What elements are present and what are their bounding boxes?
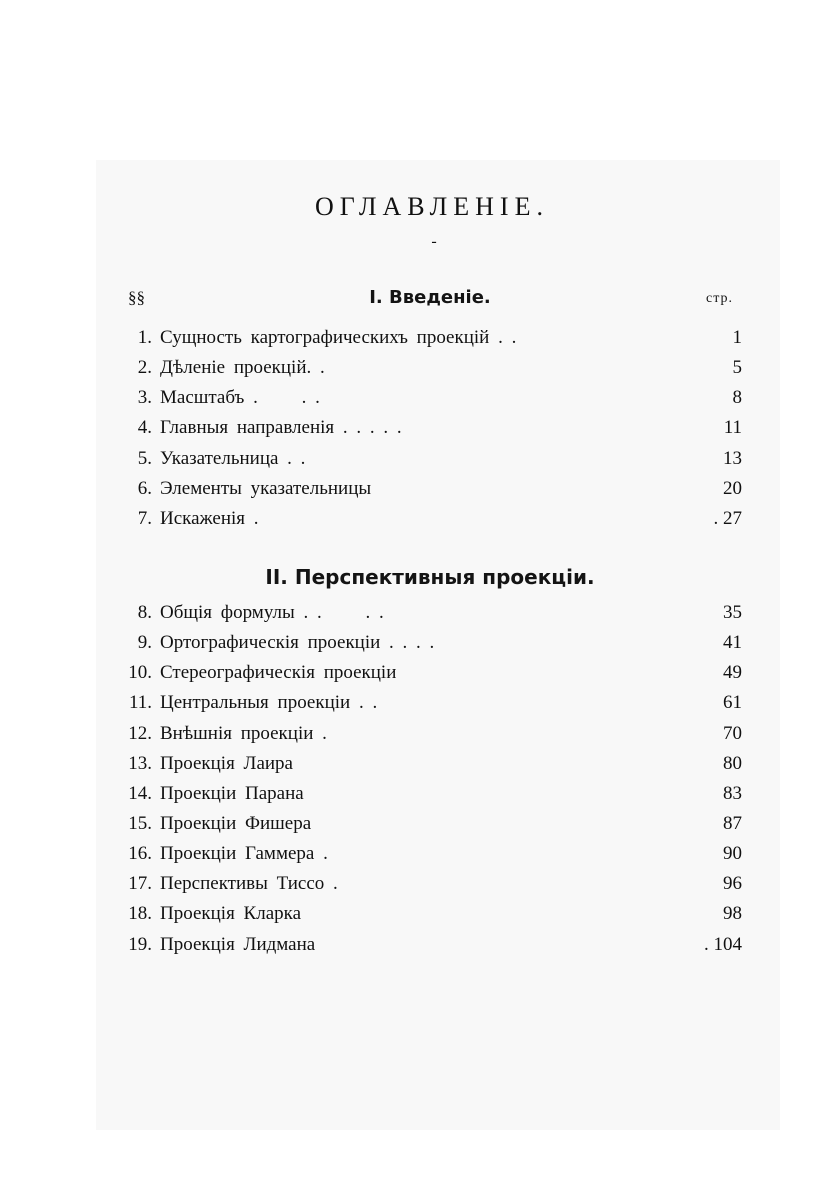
- toc-entry: [0, 899, 840, 929]
- entry-number: 14.: [128, 782, 152, 804]
- entry-title: Указательница . .: [160, 447, 306, 469]
- toc-entry: [0, 930, 840, 960]
- entry-number: 4.: [137, 417, 152, 439]
- entry-number: 7.: [137, 507, 152, 529]
- toc-entry: [0, 869, 840, 899]
- entry-page: 35: [723, 602, 742, 623]
- entry-page: 41: [723, 632, 742, 654]
- page-title: ОГЛАВЛЕНІЕ.: [315, 192, 549, 221]
- entry-number: 6.: [137, 477, 152, 499]
- toc-entry: [0, 809, 840, 839]
- entry-number: 15.: [128, 812, 152, 834]
- toc-entry: [0, 353, 840, 383]
- entry-number: 16.: [128, 843, 152, 865]
- entry-title: Центральныя проекціи . .: [160, 692, 378, 714]
- entry-title: Дѣленіе проекцій. .: [160, 357, 325, 379]
- toc-entry: [0, 688, 840, 718]
- entry-number: 17.: [128, 873, 152, 895]
- entry-number: 18.: [128, 903, 152, 925]
- entry-number: 2.: [137, 357, 152, 379]
- entry-title: Общія формулы . . . .: [160, 602, 384, 623]
- section-mark: §§: [128, 288, 145, 307]
- title-rule: -: [431, 233, 437, 250]
- entry-title: Сущность картографическихъ проекцій . .: [160, 327, 517, 348]
- entry-title: Проекція Лаира: [160, 752, 293, 774]
- toc-entry: [0, 383, 840, 413]
- entry-title: Проекціи Фишера: [160, 812, 312, 834]
- entry-number: 11.: [128, 692, 152, 714]
- entry-page: 87: [723, 812, 742, 834]
- entry-page: 80: [723, 752, 742, 774]
- entry-title: Масштабъ . . .: [160, 387, 320, 409]
- entry-number: 9.: [137, 632, 152, 654]
- entry-number: 13.: [128, 752, 152, 774]
- toc-list-section-1: [0, 323, 840, 534]
- entry-number: 12.: [128, 722, 152, 744]
- entry-page: 96: [723, 873, 742, 895]
- entry-title: Проекція Кларка: [160, 903, 302, 925]
- toc-entry: [0, 474, 840, 504]
- entry-title: Элементы указательницы: [160, 477, 372, 499]
- entry-page: 61: [723, 692, 742, 714]
- entry-title: Ортографическія проекціи . . . .: [160, 632, 435, 654]
- toc-entry: [0, 504, 840, 534]
- entry-page: 83: [723, 782, 742, 804]
- toc-entry: [0, 749, 840, 779]
- entry-title: Искаженія .: [160, 507, 259, 529]
- entry-title: Проекціи Парана: [160, 782, 304, 804]
- toc-entry: [0, 628, 840, 658]
- entry-page: 98: [723, 903, 742, 925]
- toc-entry: [0, 779, 840, 809]
- entry-page: 20: [723, 477, 742, 499]
- page-column-label: стр.: [706, 291, 734, 306]
- toc-entry: [0, 323, 840, 353]
- toc-entry: [0, 413, 840, 443]
- toc-list-section-2: [0, 598, 840, 960]
- toc-entry: [0, 658, 840, 688]
- entry-page: 5: [732, 357, 742, 379]
- entry-number: 5.: [137, 447, 152, 469]
- entry-number: 8.: [137, 602, 152, 623]
- entry-page: 11: [723, 417, 742, 439]
- entry-title: Главныя направленія . . . . .: [160, 417, 402, 439]
- toc-entry: [0, 598, 840, 628]
- section-heading-2: II. Перспективныя проекціи.: [265, 565, 595, 589]
- entry-page: . 27: [713, 507, 742, 529]
- entry-title: Проекціи Гаммера .: [160, 843, 328, 865]
- toc-entry: [0, 839, 840, 869]
- entry-title: Внѣшнія проекціи .: [160, 722, 327, 744]
- entry-page: 90: [723, 843, 742, 865]
- entry-number: 3.: [137, 387, 152, 409]
- toc-entry: [0, 719, 840, 749]
- entry-page: 1: [732, 327, 742, 348]
- entry-number: 10.: [128, 662, 152, 684]
- entry-title: Перспективы Тиссо .: [160, 873, 338, 895]
- entry-page: 13: [723, 447, 742, 469]
- toc-entry: [0, 444, 840, 474]
- entry-page: 8: [732, 387, 742, 409]
- entry-page: 70: [723, 722, 742, 744]
- entry-number: 1.: [137, 327, 152, 348]
- entry-page: 49: [723, 662, 742, 684]
- entry-page: . 104: [704, 933, 742, 955]
- entry-title: Проекція Лидмана: [160, 933, 316, 955]
- entry-number: 19.: [128, 933, 152, 955]
- section-heading-1: I. Введеніе.: [369, 287, 491, 308]
- entry-title: Стереографическія проекціи: [160, 662, 397, 684]
